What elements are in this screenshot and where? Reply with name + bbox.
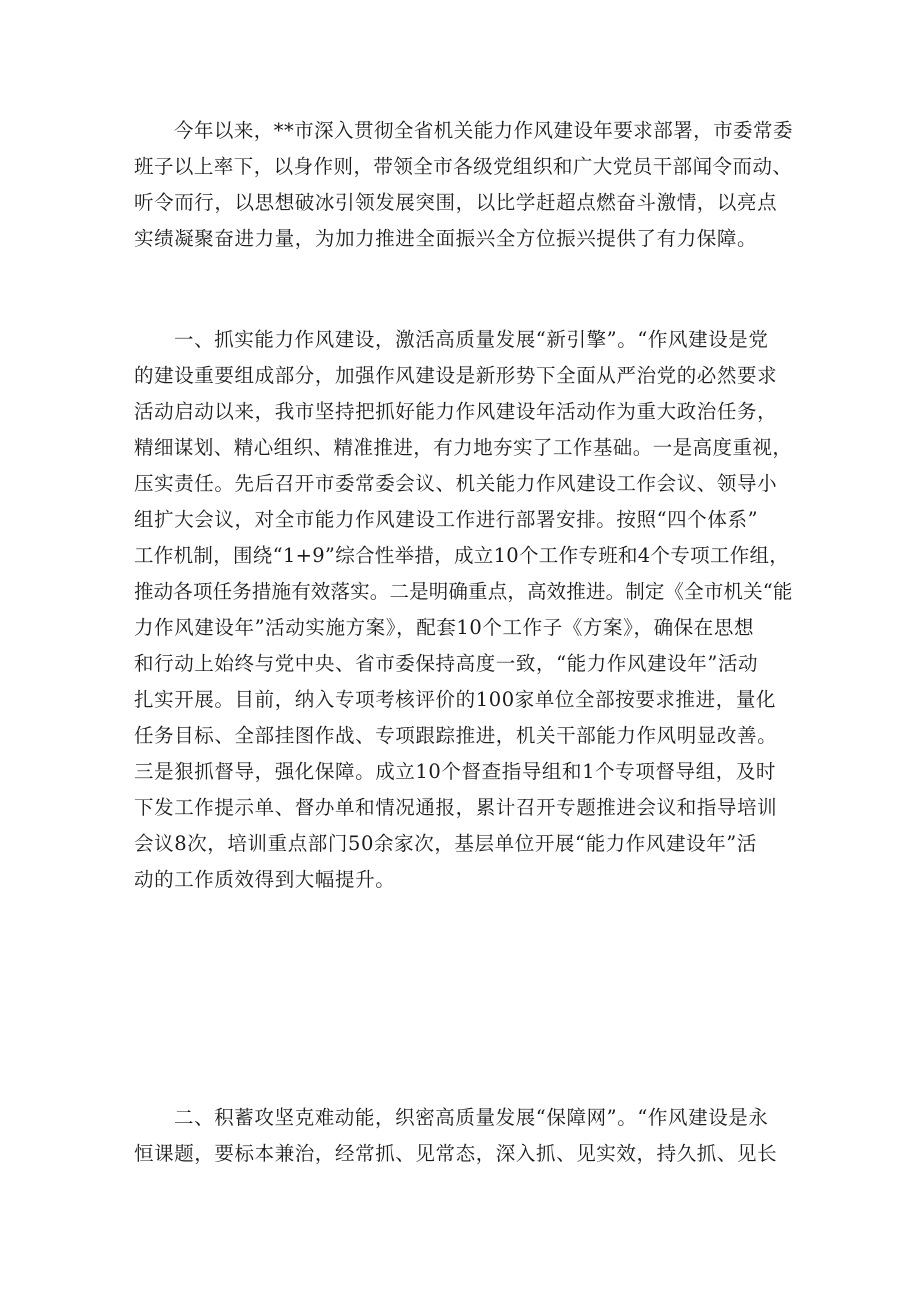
paragraph-line: 扎实开展。目前，纳入专项考核评价的100家单位全部按要求推进，量化	[134, 688, 777, 711]
paragraph-line: 活动启动以来，我市坚持把抓好能力作风建设年活动作为重大政治任务，	[134, 400, 778, 423]
paragraph-line: 工作机制，围绕“1+9”综合性举措，成立10个工作专班和4个专项工作组，	[134, 544, 790, 567]
paragraph-line: 组扩大会议，对全市能力作风建设工作进行部署安排。按照“四个体系”	[134, 508, 759, 531]
paragraph-line: 和行动上始终与党中央、省市委保持高度一致，“能力作风建设年”活动	[134, 652, 759, 675]
paragraph-intro	[134, 113, 794, 257]
paragraph-line: 下发工作提示单、督办单和情况通报，累计召开专题推进会议和指导培训	[134, 796, 778, 819]
paragraph-line: 听令而行，以思想破冰引领发展突围，以比学赶超点燃奋斗激情，以亮点	[134, 191, 778, 214]
paragraph-line: 精细谋划、精心组织、精准推进，有力地夯实了工作基础。一是高度重视，	[134, 436, 793, 459]
paragraph-line: 推动各项任务措施有效落实。二是明确重点，高效推进。制定《全市机关“能	[134, 580, 793, 603]
paragraph-section-one	[134, 322, 794, 898]
paragraph-line: 力作风建设年”活动实施方案》，配套10个工作子《方案》，确保在思想	[134, 616, 755, 639]
paragraph-section-two	[134, 1100, 794, 1172]
paragraph-line: 三是狠抓督导，强化保障。成立10个督查指导组和1个专项督导组，及时	[134, 760, 777, 783]
paragraph-line: 的建设重要组成部分，加强作风建设是新形势下全面从严治党的必然要求	[134, 364, 778, 387]
paragraph-line: 班子以上率下，以身作则，带领全市各级党组织和广大党员干部闻令而动、	[134, 155, 793, 178]
paragraph-line: 恒课题，要标本兼治，经常抓、见常态，深入抓、见实效，持久抓、见长	[134, 1142, 778, 1165]
paragraph-line: 实绩凝聚奋进力量，为加力推进全面振兴全方位振兴提供了有力保障。	[134, 227, 758, 250]
paragraph-line: 一、抓实能力作风建设，激活高质量发展“新引擎”。“作风建设是党	[174, 328, 769, 351]
paragraph-line: 二、积蓄攻坚克难动能，织密高质量发展“保障网”。“作风建设是永	[174, 1106, 769, 1129]
paragraph-line: 任务目标、全部挂图作战、专项跟踪推进，机关干部能力作风明显改善。	[134, 724, 778, 747]
paragraph-line: 压实责任。先后召开市委常委会议、机关能力作风建设工作会议、领导小	[134, 472, 778, 495]
paragraph-line: 今年以来，**市深入贯彻全省机关能力作风建设年要求部署，市委常委	[174, 119, 793, 142]
paragraph-line: 动的工作质效得到大幅提升。	[134, 868, 396, 891]
paragraph-line: 会议8次，培训重点部门50余家次，基层单位开展“能力作风建设年”活	[134, 832, 757, 855]
